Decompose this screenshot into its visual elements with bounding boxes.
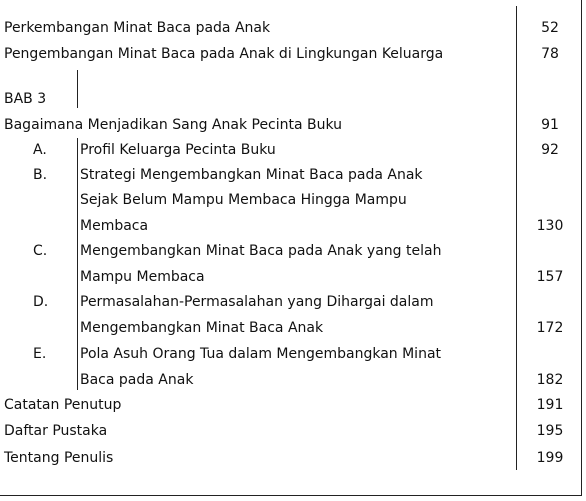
subitem-title-line: Mampu Membaca — [80, 269, 205, 285]
toc-entry-page: 182 — [536, 372, 564, 388]
toc-entry-page: 130 — [536, 218, 564, 234]
subitem-title-line: Membaca — [80, 218, 149, 234]
chapter-divider — [77, 70, 78, 108]
subitem-letter: C. — [33, 243, 48, 259]
toc-entry-title: Daftar Pustaka — [4, 423, 108, 439]
toc-entry-page: 195 — [536, 423, 564, 439]
toc-entry-page: 191 — [536, 397, 564, 413]
subitem-letter: A. — [33, 142, 47, 158]
toc-entry-page: 92 — [541, 142, 559, 158]
subitem-title-line: Mengembangkan Minat Baca Anak — [80, 320, 324, 336]
toc-entry-page: 199 — [536, 450, 564, 466]
subitem-title-line: Profil Keluarga Pecinta Buku — [80, 142, 276, 158]
subitem-title-line: Strategi Mengembangkan Minat Baca pada Anak — [80, 167, 423, 183]
toc-entry-page: 91 — [541, 117, 559, 133]
toc-entry-title: Pengembangan Minat Baca pada Anak di Lingkungan Keluarga — [4, 46, 444, 62]
subitem-title-line: Baca pada Anak — [80, 372, 194, 388]
subitem-letter: D. — [33, 294, 49, 310]
toc-entry-page: 52 — [541, 20, 559, 36]
subitem-title-line: Mengembangkan Minat Baca pada Anak yang telah — [80, 243, 442, 259]
toc-entry-page: 78 — [541, 46, 559, 62]
toc-entry-page: 172 — [536, 320, 564, 336]
toc-entry-title: Tentang Penulis — [4, 450, 114, 466]
subitem-letter: B. — [33, 167, 48, 183]
toc-entry-title: Catatan Penutup — [4, 397, 122, 413]
subitem-title-line: Sejak Belum Mampu Membaca Hingga Mampu — [80, 192, 407, 208]
page-column-divider — [516, 6, 517, 470]
subitem-title-line: Pola Asuh Orang Tua dalam Mengembangkan Minat — [80, 346, 442, 362]
subitem-divider — [77, 138, 78, 390]
toc-entry-title: Bagaimana Menjadikan Sang Anak Pecinta Buku — [4, 117, 343, 133]
chapter-label: BAB 3 — [4, 91, 47, 107]
subitem-title-line: Permasalahan-Permasalahan yang Dihargai dalam — [80, 294, 434, 310]
toc-entry-page: 157 — [536, 269, 564, 285]
subitem-letter: E. — [33, 346, 47, 362]
toc-entry-title: Perkembangan Minat Baca pada Anak — [4, 20, 271, 36]
